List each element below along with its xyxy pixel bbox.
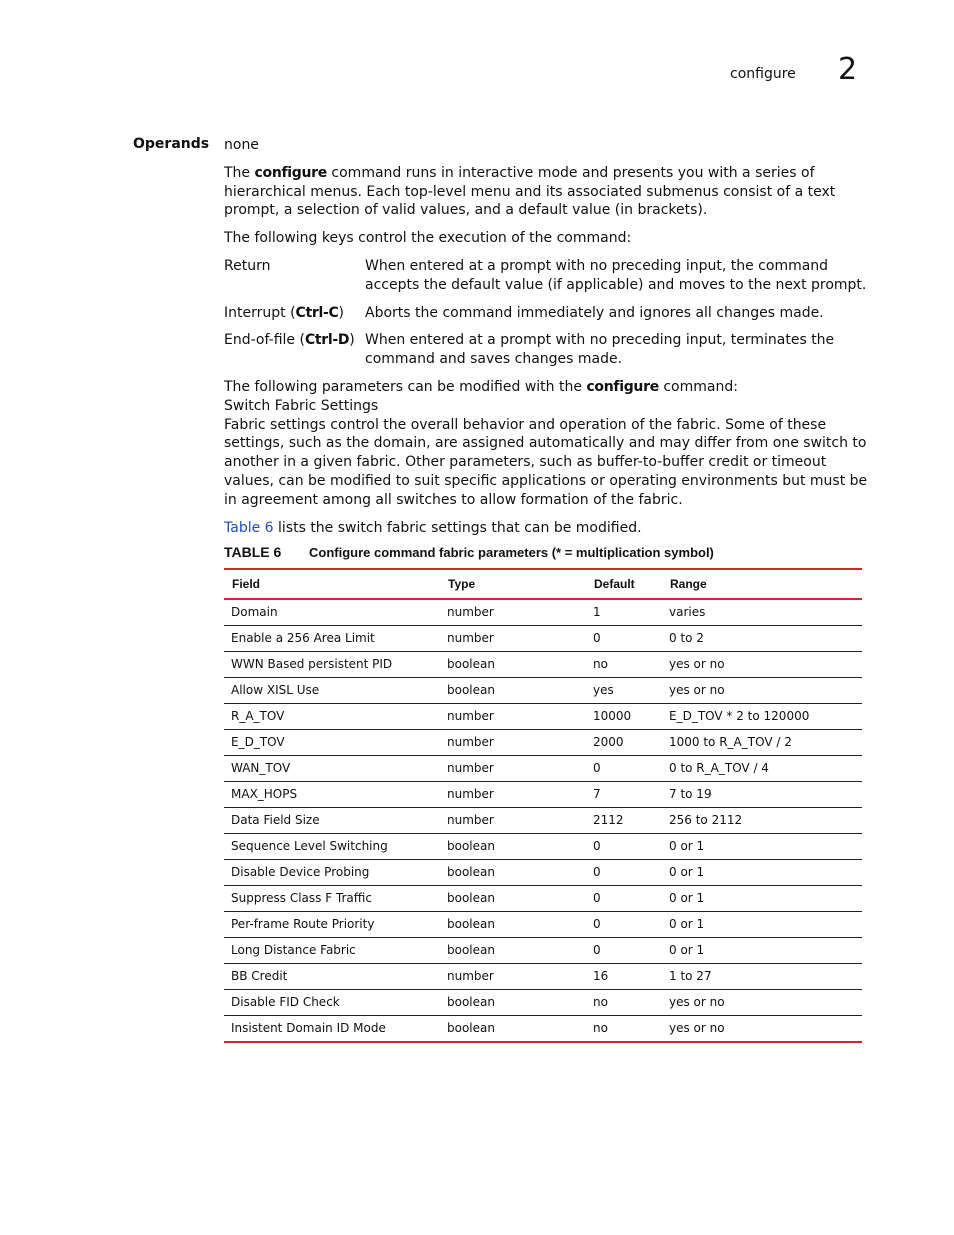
cell-default: 0	[586, 860, 662, 886]
table-row	[224, 938, 862, 964]
cell-range: 1000 to R_A_TOV / 2	[662, 730, 862, 756]
cell-field: Long Distance Fabric	[224, 938, 440, 964]
cell-type: boolean	[440, 990, 586, 1016]
cell-default: 0	[586, 938, 662, 964]
table-row	[224, 912, 862, 938]
keys-list	[224, 257, 868, 369]
key-combo: Ctrl-D	[304, 332, 350, 349]
fabric-parameters-table	[224, 568, 862, 1043]
table-row	[224, 626, 862, 652]
cell-range: yes or no	[662, 652, 862, 678]
cell-field: Data Field Size	[224, 808, 440, 834]
cell-default: 16	[586, 964, 662, 990]
section-heading: Switch Fabric Settings	[224, 397, 379, 414]
cell-default: yes	[586, 678, 662, 704]
section-body: Fabric settings control the overall behavior and operation of the fabric. Some of these settings, such as the domain, are assigned automatically and may differ from one switch to another in a given fabric. Other parameters, such as buffer-to-buffer credit or timeout values, can be modified to suit specific applications or operating environments but must be in agreement among all switches to allow formation of the fabric.	[224, 416, 868, 508]
column-header-range: Range	[662, 569, 862, 599]
cell-default: 0	[586, 912, 662, 938]
key-term: End-of-file (Ctrl-D)	[224, 332, 355, 349]
cell-range: yes or no	[662, 990, 862, 1016]
cell-type: boolean	[440, 678, 586, 704]
table-row	[224, 652, 862, 678]
key-description: When entered at a prompt with no preceding input, terminates the command and saves changes made.	[365, 332, 835, 368]
cell-type: number	[440, 782, 586, 808]
cell-range: 0 or 1	[662, 886, 862, 912]
table-row	[224, 599, 862, 626]
cell-type: boolean	[440, 1016, 586, 1043]
cell-type: number	[440, 730, 586, 756]
operands-label: Operands	[133, 136, 210, 152]
cell-default: 2112	[586, 808, 662, 834]
table-row	[224, 678, 862, 704]
cell-range: 7 to 19	[662, 782, 862, 808]
key-description: When entered at a prompt with no preceding input, the command accepts the default value (if applicable) and moves to the next prompt.	[365, 257, 867, 293]
cell-range: 0 or 1	[662, 912, 862, 938]
cell-default: 1	[586, 599, 662, 626]
table-title: Configure command fabric parameters (* = multiplication symbol)	[309, 545, 714, 561]
cell-range: 0 to 2	[662, 626, 862, 652]
key-term: Interrupt (Ctrl-C)	[224, 304, 344, 321]
keys-intro: The following keys control the execution of the command:	[224, 230, 632, 247]
cell-range: yes or no	[662, 678, 862, 704]
table-row	[224, 990, 862, 1016]
table-label: TABLE 6	[224, 544, 282, 561]
cell-field: Domain	[224, 599, 440, 626]
cell-type: number	[440, 704, 586, 730]
cell-default: 7	[586, 782, 662, 808]
table-row	[224, 964, 862, 990]
cell-range: 1 to 27	[662, 964, 862, 990]
table-row	[224, 704, 862, 730]
cell-range: varies	[662, 599, 862, 626]
table-body	[224, 599, 862, 1042]
cell-default: no	[586, 652, 662, 678]
cell-field: Allow XISL Use	[224, 678, 440, 704]
cell-field: WAN_TOV	[224, 756, 440, 782]
cell-default: 10000	[586, 704, 662, 730]
cell-field: Enable a 256 Area Limit	[224, 626, 440, 652]
table-row	[224, 860, 862, 886]
main-content	[224, 136, 868, 1043]
cell-type: number	[440, 599, 586, 626]
key-term: Return	[224, 257, 271, 274]
command-name: configure	[586, 378, 659, 395]
cell-default: no	[586, 990, 662, 1016]
cell-type: boolean	[440, 860, 586, 886]
cell-field: Per-frame Route Priority	[224, 912, 440, 938]
cell-field: MAX_HOPS	[224, 782, 440, 808]
command-name: configure	[254, 164, 327, 181]
table-row	[224, 808, 862, 834]
cell-range: E_D_TOV * 2 to 120000	[662, 704, 862, 730]
cell-type: number	[440, 626, 586, 652]
intro-paragraph: The configure command runs in interactive mode and presents you with a series of hierarchical menus. Each top-level menu and its associated submenus consist of a text prompt, a selection of valid values, and a default value (in brackets).	[224, 164, 836, 219]
cell-default: 0	[586, 756, 662, 782]
params-intro: The following parameters can be modified with the configure command:	[224, 378, 738, 395]
key-combo: Ctrl-C	[295, 304, 339, 321]
cell-field: Insistent Domain ID Mode	[224, 1016, 440, 1043]
column-header-default: Default	[586, 569, 662, 599]
cell-field: Disable FID Check	[224, 990, 440, 1016]
cell-type: boolean	[440, 938, 586, 964]
table-row	[224, 756, 862, 782]
cell-range: 0 to R_A_TOV / 4	[662, 756, 862, 782]
table-caption	[224, 543, 868, 563]
table-reference: Table 6 lists the switch fabric settings that can be modified.	[224, 519, 642, 536]
cell-default: 0	[586, 626, 662, 652]
cell-type: number	[440, 756, 586, 782]
cell-type: boolean	[440, 912, 586, 938]
cell-field: Suppress Class F Traffic	[224, 886, 440, 912]
cell-range: 0 or 1	[662, 834, 862, 860]
cell-range: 0 or 1	[662, 860, 862, 886]
cell-type: boolean	[440, 652, 586, 678]
cell-field: Disable Device Probing	[224, 860, 440, 886]
cell-type: boolean	[440, 834, 586, 860]
cell-default: 2000	[586, 730, 662, 756]
table-link[interactable]: Table 6	[224, 519, 274, 536]
cell-type: number	[440, 964, 586, 990]
cell-field: Sequence Level Switching	[224, 834, 440, 860]
cell-default: no	[586, 1016, 662, 1043]
cell-field: BB Credit	[224, 964, 440, 990]
cell-type: boolean	[440, 886, 586, 912]
key-row-interrupt	[224, 304, 868, 323]
operands-value: none	[224, 137, 259, 153]
key-description: Aborts the command immediately and ignores all changes made.	[365, 304, 824, 321]
table-row	[224, 730, 862, 756]
running-header-title: configure	[730, 66, 796, 82]
cell-default: 0	[586, 834, 662, 860]
column-header-field: Field	[224, 569, 440, 599]
key-row-return	[224, 257, 868, 295]
cell-field: WWN Based persistent PID	[224, 652, 440, 678]
cell-field: R_A_TOV	[224, 704, 440, 730]
table-row	[224, 1016, 862, 1043]
cell-range: 0 or 1	[662, 938, 862, 964]
table-row	[224, 886, 862, 912]
chapter-number: 2	[838, 52, 858, 87]
cell-default: 0	[586, 886, 662, 912]
table-row	[224, 834, 862, 860]
key-row-eof	[224, 331, 868, 369]
cell-type: number	[440, 808, 586, 834]
cell-range: 256 to 2112	[662, 808, 862, 834]
cell-range: yes or no	[662, 1016, 862, 1043]
column-header-type: Type	[440, 569, 586, 599]
table-row	[224, 782, 862, 808]
table-header-row	[224, 569, 862, 599]
cell-field: E_D_TOV	[224, 730, 440, 756]
